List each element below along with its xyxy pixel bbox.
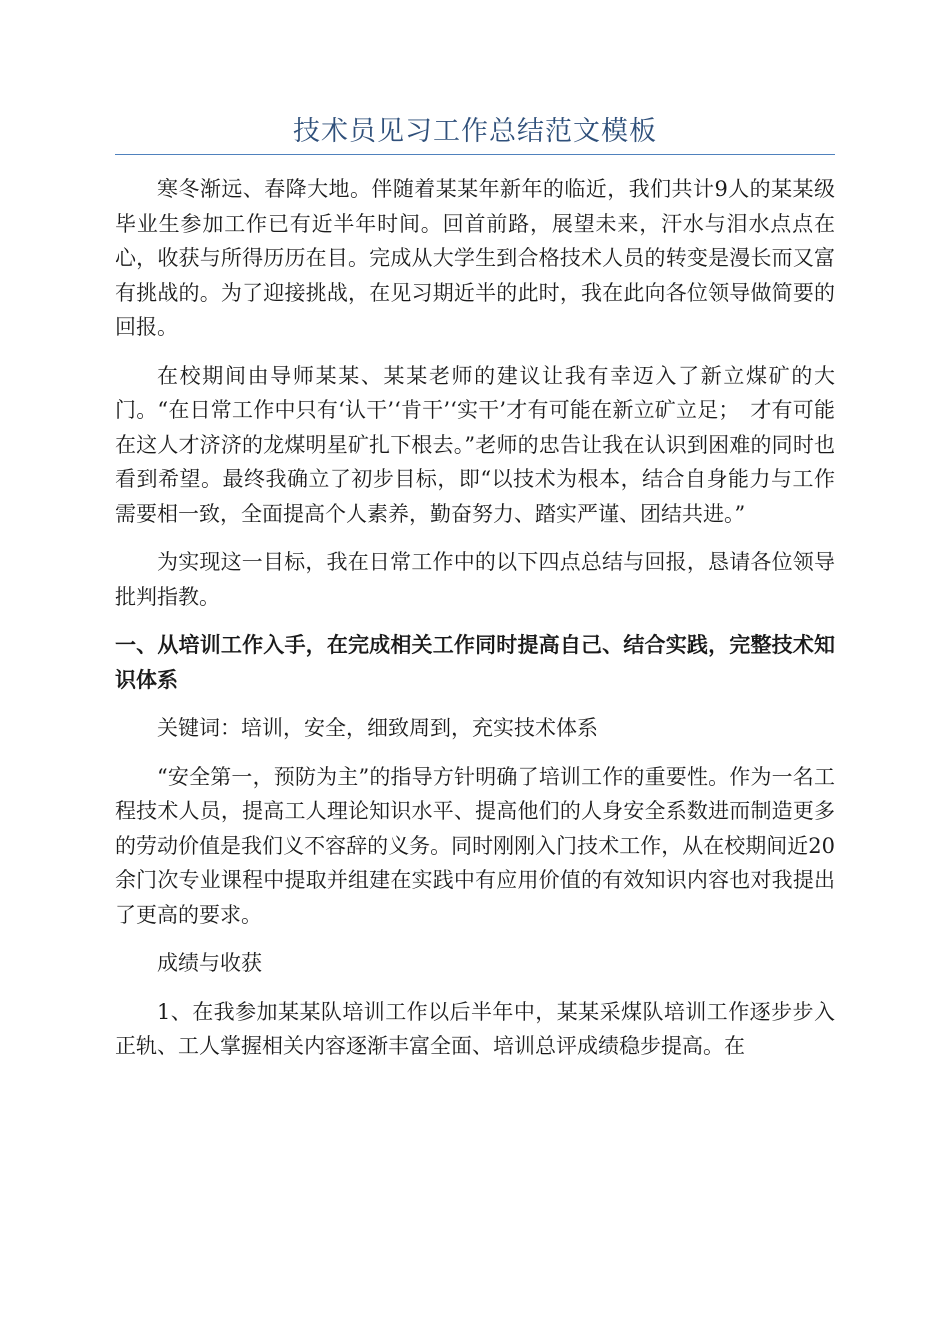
intro-paragraph: 寒冬渐远、春降大地。伴随着某某年新年的临近，我们共计9人的某某级毕业生参加工作已有近半年时间。回首前路，展望未来，汗水与泪水点点在心，收获与所得历历在目。完成从大学生到合格技术人员的转变是漫长而又富有挑战的。为了迎接挑战，在见习期近半的此时，我在此向各位领导做简要的回报。 <box>115 177 835 339</box>
title-underline <box>115 154 835 155</box>
goal-paragraph: 为实现这一目标，我在日常工作中的以下四点总结与回报，恳请各位领导批判指教。 <box>115 550 835 609</box>
document-title: 技术员见习工作总结范文模板 <box>293 116 657 147</box>
achievements-label: 成绩与收获 <box>157 951 262 975</box>
background-paragraph: 在校期间由导师某某、某某老师的建议让我有幸迈入了新立煤矿的大门。“在日常工作中只有‘认干’‘肯干’‘实干’才有可能在新立矿立足； 才有可能在这人才济济的龙煤明星矿扎下根去。”老师的忠告让我在认识到困难的同时也看到希望。最终我确立了初步目标，即“以技术为根本，结合自身能力与工作需要相一致，全面提高个人素养，勤奋努力、踏实严谨、团结共进。” <box>115 363 835 526</box>
document-body <box>115 172 835 1078</box>
keywords-line: 关键词：培训，安全，细致周到，充实技术体系 <box>157 716 598 740</box>
achievement-item-1: 1、在我参加某某队培训工作以后半年中，某某采煤队培训工作逐步步入正轨、工人掌握相关内容逐渐丰富全面、培训总评成绩稳步提高。在 <box>115 999 835 1058</box>
section-heading-1: 一、从培训工作入手，在完成相关工作同时提高自己、结合实践，完整技术知识体系 <box>115 633 835 692</box>
safety-paragraph: “安全第一，预防为主”的指导方针明确了培训工作的重要性。作为一名工程技术人员，提高工人理论知识水平、提高他们的人身安全系数进而制造更多的劳动价值是我们义不容辞的义务。同时刚刚入门技术工作，从在校期间近20余门次专业课程中提取并组建在实践中有应用价值的有效知识内容也对我提出了更高的要求。 <box>115 764 835 927</box>
